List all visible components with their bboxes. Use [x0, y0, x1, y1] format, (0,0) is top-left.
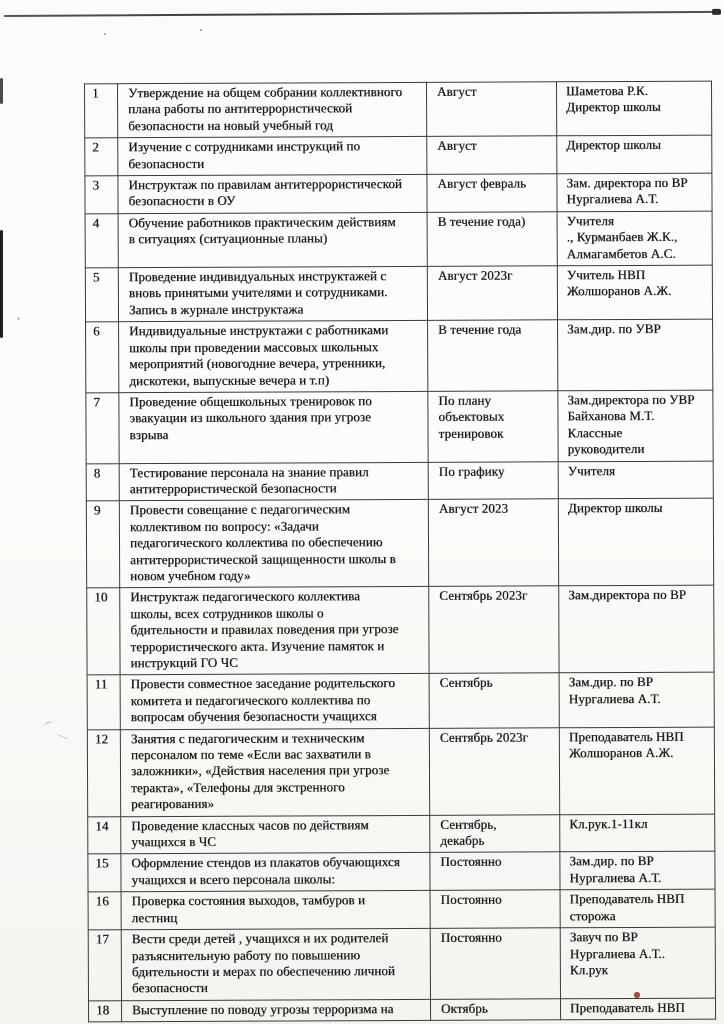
table-row — [88, 814, 715, 855]
activity-cell: Занятия с педагогическим и техническим персоналом по теме «Если вас захватили в заложники», «Действия населения при угрозе теракта», «Телефоны для экстренного реагирования» — [120, 728, 429, 816]
table-row — [86, 498, 713, 588]
activity-cell: Тестирование персонала на знание правил антитеррористической безопасности — [119, 462, 428, 501]
row-number-cell: 18 — [89, 1000, 122, 1022]
timing-cell: Август 2023 — [428, 499, 558, 587]
responsible-cell: Завуч по ВР Нургалиева А.Т.. Кл.рук — [560, 927, 715, 998]
table-row — [85, 173, 712, 214]
responsible-cell: Директор школы — [557, 135, 712, 173]
row-number-cell: 12 — [87, 729, 120, 816]
dust-speck — [104, 33, 106, 35]
table-row — [86, 461, 713, 502]
dust-speck — [200, 29, 202, 31]
activity-cell: Вести среди детей , учащихся и их родителей разъяснительную работу по повышению бдительности и мерах по обеспечению личной безопасности — [121, 928, 430, 1000]
table-row — [86, 390, 713, 463]
activity-cell: Проведение общешкольных тренировок по эвакуации из школьного здания при угрозе взрыва — [119, 391, 428, 463]
pencil-mark — [43, 721, 53, 729]
plan-table — [84, 81, 716, 1023]
activity-cell: Выступление по поводу угрозы терроризма на — [122, 999, 431, 1022]
row-number-cell: 14 — [88, 816, 121, 854]
responsible-cell: Зам.дир. по ВР Нургалиева А.Т. — [560, 852, 715, 890]
responsible-cell: Зам.дир. по УВР — [558, 319, 713, 390]
dust-speck — [17, 317, 20, 320]
activity-cell: Утверждение на общем собрании коллективного плана работы по антитеррористической безопасности на новый учебный год — [118, 82, 427, 138]
activity-cell: Обучение работников практическим действиям в ситуациях (ситуационные планы) — [118, 212, 427, 268]
timing-cell: В течение года — [428, 320, 558, 391]
timing-cell: Август — [427, 82, 557, 137]
pencil-mark — [55, 734, 68, 745]
row-number-cell: 16 — [88, 892, 121, 930]
responsible-cell: Кл.рук.1-11кл — [560, 814, 715, 852]
timing-cell: Август 2023г — [427, 266, 557, 321]
responsible-cell: Зам.директора по ВР — [559, 586, 714, 674]
row-number-cell: 9 — [86, 501, 119, 588]
table-row — [87, 727, 714, 817]
row-number-cell: 15 — [88, 854, 121, 892]
scan-line-artifact — [4, 11, 718, 17]
activity-cell: Индивидуальные инструктажи с работниками школы при проведении массовых школьных мероприятий (новогодние вечера, утренники, дискотеки, выпускные вечера и т.п) — [119, 321, 428, 393]
responsible-cell: Учителя ., Курманбаев Ж.К., Алмагамбетов А.С. — [557, 211, 712, 266]
timing-cell: Октябрь — [431, 999, 561, 1021]
responsible-cell: Зам. директора по ВР Нургалиева А.Т. — [557, 173, 712, 211]
row-number-cell: 3 — [85, 176, 118, 214]
table-row — [87, 673, 714, 730]
responsible-cell: Преподаватель НВП — [561, 998, 716, 1020]
row-number-cell: 5 — [85, 268, 118, 322]
activity-cell: Проверка состояния выходов, тамбуров и лестниц — [121, 891, 430, 930]
table-row — [85, 265, 712, 322]
row-number-cell: 6 — [86, 322, 119, 393]
activity-cell: Инструктаж педагогического коллектива школы, всех сотрудников школы о бдительности и правилах поведения при угрозе террористического акта. Изучение памяток и инструкций ГО ЧС — [120, 587, 429, 675]
table-row — [86, 319, 713, 392]
plan-table-wrap — [84, 81, 716, 1023]
timing-cell: Постоянно — [430, 890, 560, 928]
table-row — [85, 81, 712, 138]
timing-cell: По графику — [428, 461, 558, 499]
timing-cell: Август — [427, 136, 557, 174]
scan-blob-artifact — [712, 9, 721, 15]
table-row — [87, 586, 714, 676]
left-edge-artifact — [0, 78, 3, 104]
activity-cell: Инструктаж по правилам антитеррористической безопасности в ОУ — [118, 174, 427, 213]
table-row — [88, 927, 715, 1000]
left-edge-artifact — [0, 230, 3, 338]
responsible-cell: Директор школы — [558, 498, 713, 586]
timing-cell: Постоянно — [430, 852, 560, 890]
table-row — [85, 211, 712, 268]
table-row — [88, 852, 715, 893]
activity-cell: Провести совместное заседание родительского комитета и педагогического коллектива по вопросам обучения безопасности учащихся — [120, 674, 429, 730]
activity-cell: Проведение индивидуальных инструктажей с вновь принятыми учителями и сотрудниками. Запись в журнале инструктажа — [118, 266, 427, 322]
timing-cell: Сентябрь 2023г — [429, 586, 559, 674]
activity-cell: Оформление стендов из плакатов обучающихся учащихся и всего персонала школы: — [121, 853, 430, 892]
responsible-cell: Учитель НВП Жолшоранов А.Ж. — [557, 265, 712, 320]
row-number-cell: 10 — [87, 588, 120, 675]
row-number-cell: 8 — [86, 463, 119, 501]
responsible-cell: Шаметова Р.К. Директор школы — [557, 81, 712, 136]
timing-cell: Постоянно — [430, 928, 560, 999]
timing-cell: Сентябрь, декабрь — [430, 814, 560, 852]
timing-cell: Сентябрь — [429, 673, 559, 728]
activity-cell: Провести совещание с педагогическим коллективом по вопросу: «Задачи педагогического коллектива по обеспечению антитеррористической защищенности школы в новом учебном году» — [119, 500, 428, 588]
responsible-cell: Преподаватель НВП сторожа — [560, 889, 715, 927]
timing-cell: Август февраль — [427, 174, 557, 212]
activity-cell: Изучение с сотрудниками инструкций по безопасности — [118, 137, 427, 176]
row-number-cell: 7 — [86, 393, 119, 464]
row-number-cell: 1 — [85, 84, 118, 138]
row-number-cell: 4 — [85, 214, 118, 268]
activity-cell: Проведение классных часов по действиям учащихся в ЧС — [121, 815, 430, 854]
row-number-cell: 11 — [87, 675, 120, 729]
timing-cell: Сентябрь 2023г — [429, 727, 559, 815]
plan-table-body — [85, 81, 716, 1022]
responsible-cell: Учителя — [558, 461, 713, 499]
row-number-cell: 2 — [85, 138, 118, 176]
table-row — [85, 135, 712, 176]
responsible-cell: Зам.директора по УВР Байханова М.Т. Классные руководители — [558, 390, 713, 461]
row-number-cell: 17 — [88, 930, 121, 1001]
responsible-cell: Зам.дир. по ВР Нургалиева А.Т. — [559, 673, 714, 728]
timing-cell: В течение года) — [427, 212, 557, 267]
table-row — [89, 998, 716, 1022]
timing-cell: По плану объектовых тренировок — [428, 391, 558, 462]
table-row — [88, 889, 715, 930]
responsible-cell: Преподаватель НВП Жолшоранов А.Ж. — [559, 727, 714, 815]
